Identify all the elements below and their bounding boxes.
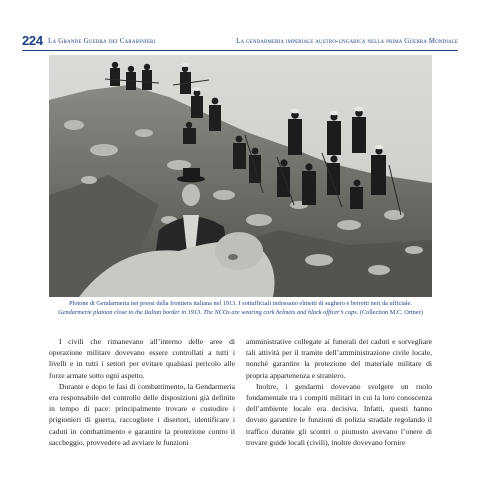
- paragraph: I civili che rimanevano all’interno delle aree di operazione militare dovevano essere controllati a tutti i livelli e in tutti i settori per evitare qualsiasi pericolo alle forze armate sotto ogni aspetto.: [49, 337, 235, 380]
- caption-credit: (Collection M.C. Ortner): [359, 308, 423, 316]
- chapter-title: La gendarmeria imperiale austro-ungarica nella prima Guerra Mondiale: [236, 37, 458, 45]
- gendarmerie-photograph: [49, 55, 432, 297]
- caption-italian: Plotone di Gendarmeria nei pressi della frontiera italiana nel 1913. I sottufficiali indossano elmetti di sughero e berretti neri da ufficiale.: [69, 300, 412, 307]
- text-column-right: [246, 336, 432, 448]
- text-column-left: [49, 336, 235, 448]
- photo-caption: [49, 300, 432, 317]
- book-title: La Grande Guerra dei Carabinieri: [48, 37, 156, 45]
- caption-english: Gendarmerie platoon close to the Italian border in 1913. The NCOs are wearing cork helmets and black officer’s caps.: [58, 308, 359, 316]
- running-header: [22, 33, 458, 51]
- paragraph: Inoltre, i gendarmi dovevano svolgere un ruolo fondamentale tra i compiti militari in cui la loro conoscenza dell’ambiente locale era decisiva. Infatti, questi hanno dovuto garantire le funzioni di polizia stradale regolando il traffico durante gli scontri o piuttosto avevano l’onere di trovare guide locali (civili), inoltre dovevano fornire: [246, 381, 432, 447]
- paragraph: Durante e dopo le fasi di combattimento, la Gendarmeria era responsabile del controllo delle disposizioni già definite in tempo di pace: principalmente trovare e custodire i prigionieri di guerra, raccogliere i disertori, identificare i caduti in combattimento e garantire la protezione contro il saccheggio, provvedere ad avviare le funzioni: [49, 381, 235, 447]
- paragraph: amministrative collegate ai funerali dei caduti e sorvegliare tali attività per il tramite dell’amministrazione civile locale, nonché garantire la protezione del materiale militare di propria appartenenza e straniero.: [246, 337, 432, 380]
- page-number: 224: [22, 33, 43, 48]
- caption-english-line: [49, 309, 432, 318]
- photograph-gendarmerie-platoon-icon: [49, 55, 432, 297]
